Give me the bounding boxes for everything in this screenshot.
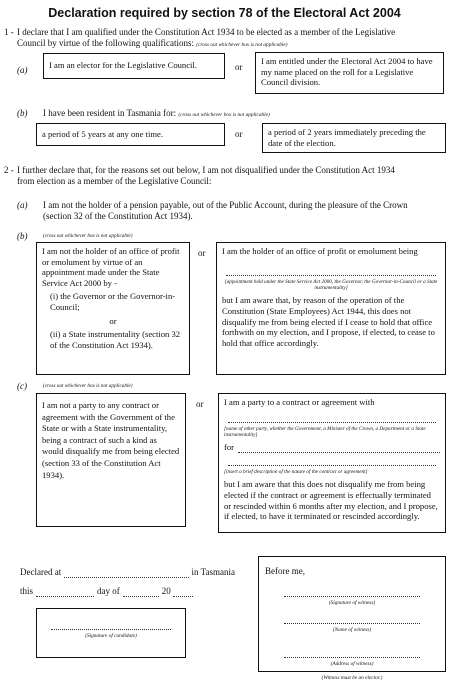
section-2a-line2: (section 32 of the Constitution Act 1934). bbox=[43, 211, 193, 221]
witness-name-line[interactable] bbox=[284, 623, 420, 624]
box-1b-two-years[interactable]: a period of 2 years immediately preceding the date of the election. bbox=[262, 123, 446, 153]
witness-address-line[interactable] bbox=[284, 657, 420, 658]
section-2-intro-line1: I further declare that, for the reasons set out below, I am not disqualified under the Constitution Act 1934 bbox=[17, 165, 395, 175]
year-field[interactable] bbox=[173, 588, 193, 597]
section-1b-intro bbox=[43, 108, 443, 121]
section-2-number: 2 - bbox=[4, 165, 14, 175]
declared-at-row bbox=[20, 567, 235, 578]
witness-signature-line[interactable] bbox=[284, 596, 420, 597]
box-2b-office-holder[interactable] bbox=[216, 242, 446, 375]
or-2b: or bbox=[198, 248, 206, 258]
witness-elector-note: (Witness must be an elector.) bbox=[321, 675, 383, 681]
declared-at-label: Declared at bbox=[20, 567, 62, 577]
date-row bbox=[20, 586, 200, 597]
box-1a-elector[interactable]: I am an elector for the Legislative Council. bbox=[43, 53, 225, 79]
section-1-cross-out-note: (cross out whichever box is not applicable) bbox=[196, 42, 288, 48]
section-2b-cross-out-note: (cross out whichever box is not applicable) bbox=[43, 233, 133, 239]
box-2b-left-or: or bbox=[109, 315, 117, 326]
box-2b-right-caption: [appointment held under the State Service Act 2000, the Governor, the Governor-in-Council or a State instrumentality] bbox=[224, 278, 438, 291]
office-blank-line[interactable] bbox=[226, 267, 436, 276]
section-2b-label: (b) bbox=[17, 231, 28, 241]
page-title: Declaration required by section 78 of the Electoral Act 2004 bbox=[48, 6, 401, 20]
section-1b-intro-text: I have been resident in Tasmania for: bbox=[43, 108, 177, 118]
section-2a-label: (a) bbox=[17, 200, 28, 210]
box-2b-not-office-holder[interactable] bbox=[36, 242, 190, 375]
section-1b-label: (b) bbox=[17, 108, 28, 118]
section-1-intro bbox=[17, 27, 445, 51]
section-2c-cross-out-note: (cross out whichever box is not applicable) bbox=[43, 383, 133, 389]
witness-name-caption: (Name of witness) bbox=[332, 627, 372, 633]
section-2a-line1: I am not the holder of a pension payable, out of the Public Account, during the pleasure of the Crown bbox=[43, 200, 408, 210]
box-1a-entitled-roll[interactable]: I am entitled under the Electoral Act 2004 to have my name placed on the roll for a Legislative Council division. bbox=[255, 52, 444, 94]
box-2c-for-label: for bbox=[224, 442, 235, 453]
box-2c-for-row bbox=[224, 442, 440, 453]
section-2c-label: (c) bbox=[17, 381, 27, 391]
this-label: this bbox=[20, 586, 34, 596]
box-2c-right-intro: I am a party to a contract or agreement with bbox=[224, 397, 375, 407]
in-tasmania-label: in Tasmania bbox=[191, 567, 235, 577]
box-1b-five-years[interactable]: a period of 5 years at any one time. bbox=[36, 123, 225, 146]
box-2b-right-intro: I am the holder of an office of profit or emolument being bbox=[222, 246, 418, 256]
box-2b-right-body: but I am aware that, by reason of the operation of the Constitution (State Employees) Act 1944, this does not disqualify me from being elected if I cease to hold that office forthwith on my election, and I propose, if elected, to cease to hold that office accordingly. bbox=[222, 295, 435, 348]
box-2c-contract-party[interactable] bbox=[218, 393, 446, 533]
box-2c-right-body: but I am aware that this does not disqualify me from being elected if the contract or agreement is effectually terminated or rescinded within 6 months after my election, and I propose, if elected, to have it terminated or rescinded accordingly. bbox=[224, 479, 438, 522]
contract-description-blank-line-2[interactable] bbox=[228, 457, 436, 466]
witness-address-caption: (Address of witness) bbox=[330, 661, 374, 667]
candidate-signature-box[interactable] bbox=[36, 608, 186, 658]
section-1a-label: (a) bbox=[17, 65, 28, 75]
declared-at-place-field[interactable] bbox=[64, 569, 188, 578]
box-2b-left-intro: I am not the holder of an office of profit or emolument by virtue of an appointment made under the State Service Act 2000 by - bbox=[42, 246, 180, 288]
or-2c: or bbox=[196, 399, 204, 409]
or-1b: or bbox=[235, 129, 243, 139]
section-1b-cross-out-note: (cross out whichever box is not applicable) bbox=[178, 112, 270, 118]
section-2-intro bbox=[17, 165, 445, 187]
box-2c-not-contract-party[interactable]: I am not a party to any contract or agreement with the Government of the State or with a State instrumentality, being a contract of such a kind as would disqualify me from being elected (section 33 of the Constitution Act 1934). bbox=[36, 393, 186, 527]
candidate-signature-caption: (Signature of candidate) bbox=[85, 633, 137, 639]
or-1a: or bbox=[235, 62, 243, 72]
day-field[interactable] bbox=[36, 588, 94, 597]
section-1-intro-line2: Council by virtue of the following qualifications: bbox=[17, 38, 194, 48]
contract-party-blank-line[interactable] bbox=[228, 414, 436, 423]
candidate-signature-line bbox=[51, 629, 171, 630]
month-field[interactable] bbox=[123, 588, 159, 597]
section-2-intro-line2: from election as a member of the Legislative Council: bbox=[17, 176, 212, 186]
section-1-intro-line1: I declare that I am qualified under the Constitution Act 1934 to be elected as a member of the Legislative bbox=[17, 27, 396, 37]
box-2c-right-caption2: [insert a brief description of the nature of the contract or agreement] bbox=[224, 469, 368, 475]
contract-description-blank-line[interactable] bbox=[238, 444, 440, 453]
box-2b-left-item-i: (i) the Governor or the Governor-in-Council; bbox=[50, 291, 176, 312]
box-2c-right-caption1: [name of other party, whether the Government, a Minister of the Crown, a Department or a State instrumentality] bbox=[224, 425, 426, 438]
section-2a-text bbox=[43, 200, 445, 222]
year-prefix-label: 20 bbox=[161, 586, 171, 596]
section-1-number: 1 - bbox=[4, 27, 14, 37]
day-of-label: day of bbox=[97, 586, 120, 596]
witness-box[interactable] bbox=[258, 556, 446, 672]
before-me-label: Before me, bbox=[265, 566, 305, 576]
box-2b-left-item-ii: (ii) a State instrumentality (section 32 of the Constitution Act 1934). bbox=[50, 329, 181, 350]
witness-signature-caption: (Signature of witness) bbox=[328, 600, 376, 606]
